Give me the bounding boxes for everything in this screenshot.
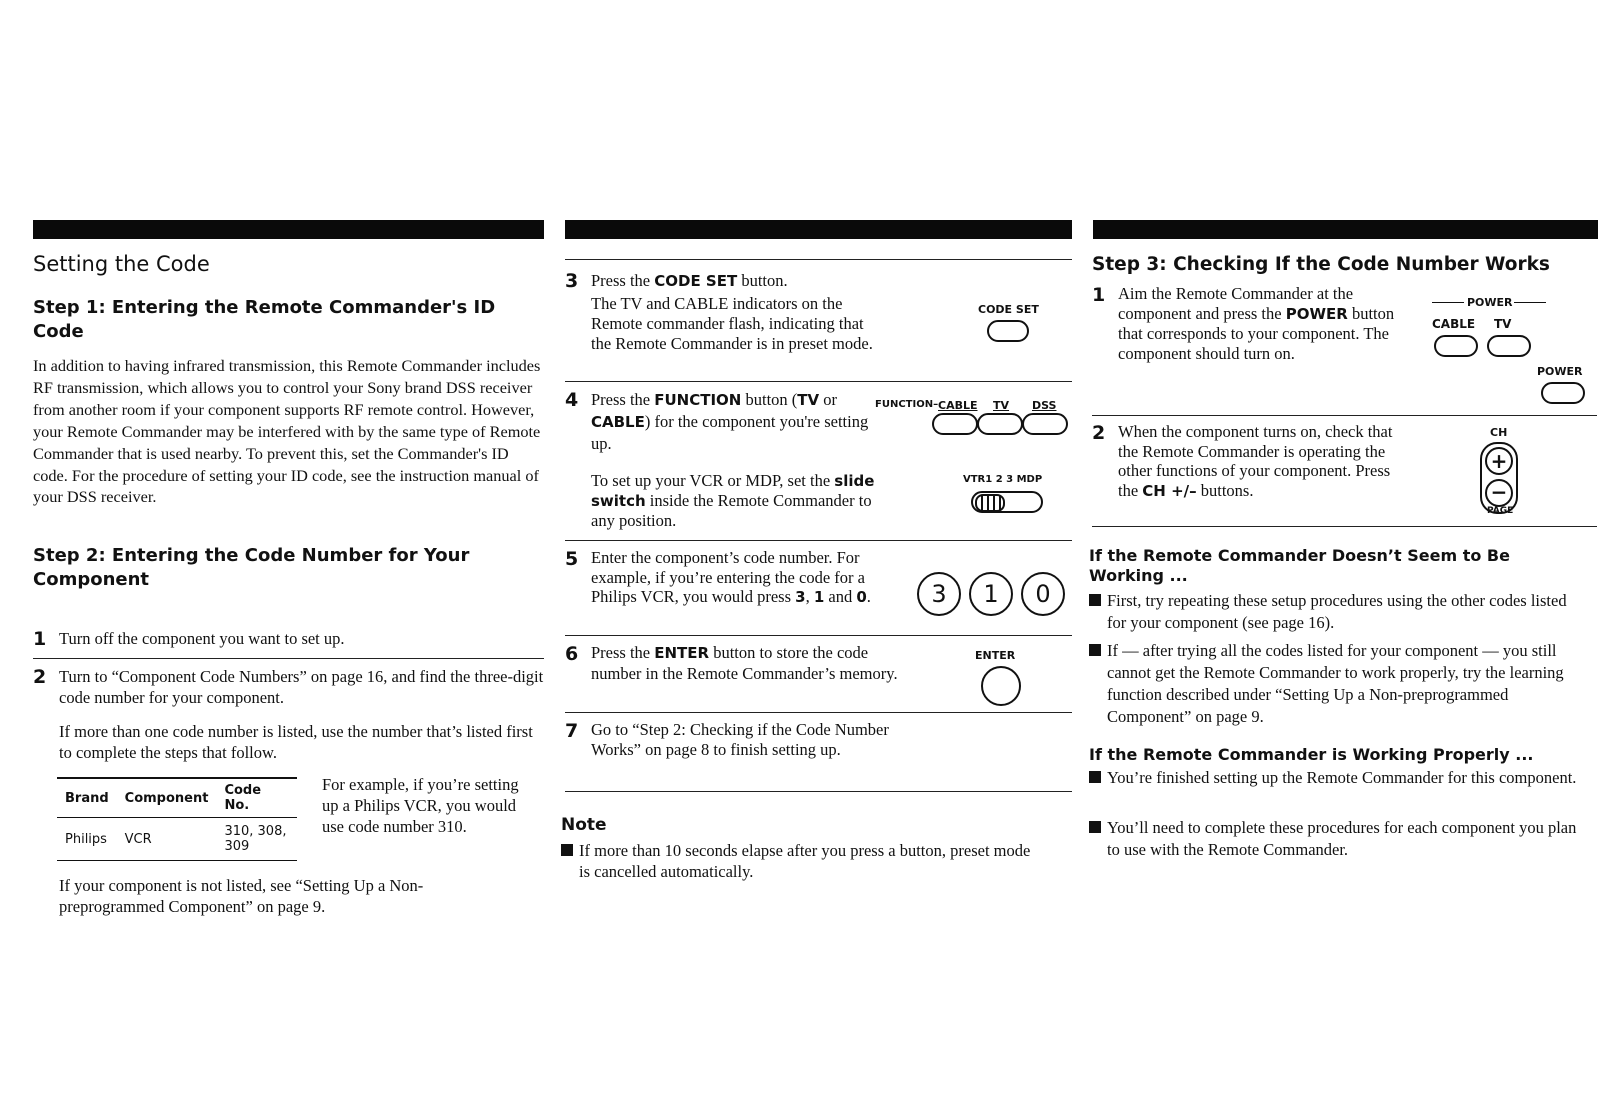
divider [565, 712, 1072, 713]
step3-number: 3 [565, 270, 579, 292]
divider [1092, 526, 1597, 527]
step6-text [591, 643, 901, 683]
digit-1-label: 1 [813, 588, 825, 606]
working-heading: If the Remote Commander is Working Properly ... [1089, 745, 1534, 764]
example-text: For example, if you’re setting up a Philips VCR, you would use code number 310. [322, 775, 519, 836]
bullet-square-icon [561, 844, 573, 856]
enter-button-icon [981, 666, 1021, 706]
code-set-fig-label: CODE SET [978, 303, 1039, 316]
divider [565, 540, 1072, 541]
step4-vcr-text [591, 471, 891, 531]
step6-number: 6 [565, 643, 579, 665]
power-label: POWER [1285, 304, 1348, 323]
divider [565, 791, 1072, 792]
slide-switch-knob-icon [975, 494, 1005, 512]
ch-rocker-icon [1480, 442, 1518, 514]
header-bar-left [33, 220, 544, 239]
step7-number: 7 [565, 720, 579, 742]
code-table [57, 777, 297, 861]
text: Press the [591, 271, 655, 290]
power-group-fig-label: POWER [1467, 296, 1513, 309]
check2-number: 2 [1092, 422, 1106, 444]
table-header-code: Code No. [216, 778, 297, 818]
page-title: Setting the Code [33, 252, 210, 276]
not-working-text-1: First, try repeating these setup procedures using the other codes listed for your component (see page 16). [1107, 591, 1567, 632]
text: or [819, 390, 837, 409]
cable-label: CABLE [591, 413, 645, 431]
bullet-square-icon [1089, 821, 1101, 833]
item2-note: If more than one code number is listed, use the number that’s listed first to complete the steps that follow. [59, 722, 533, 762]
divider [33, 658, 544, 659]
text: button to store the code number in the Remote Commander’s memory. [591, 643, 898, 683]
tv-label: TV [797, 391, 820, 409]
cable-power-fig-label: CABLE [1432, 317, 1476, 331]
bullet-square-icon [1089, 771, 1101, 783]
bullet-square-icon [1089, 594, 1101, 606]
text: button ( [741, 390, 798, 409]
text: Aim the Remote Commander at the component and press the [1118, 284, 1354, 323]
text: To set up your VCR or MDP, set the [591, 471, 835, 490]
text: . [866, 587, 871, 606]
step4-instruction [591, 389, 891, 454]
code-table-wrapper [57, 777, 297, 861]
function-label: FUNCTION [654, 391, 742, 409]
divider [1092, 415, 1597, 416]
note-text: If more than 10 seconds elapse after you press a button, preset mode is cancelled automatically. [579, 841, 1031, 881]
step5-text [591, 548, 901, 608]
ch-label: CH +/– [1142, 481, 1197, 500]
step1-text: In addition to having infrared transmission, this Remote Commander includes RF transmission, which allows you to control your Sony brand DSS receiver from another room if your component supports RF remote control. However, your Remote Commander may be interfered with by the same type of Remote Commander that is used nearby. To prevent this, set the Commander's ID code. For the procedure of setting your ID code, see the instruction manual of your DSS receiver. [33, 356, 541, 507]
slide-switch-label: slide switch [591, 472, 875, 510]
step5-number: 5 [565, 548, 579, 570]
not-working-heading: If the Remote Commander Doesn’t Seem to Be Working ... [1089, 546, 1510, 585]
page-fig-label: PAGE [1487, 506, 1514, 516]
header-bar-right [1093, 220, 1598, 239]
item2-number: 2 [33, 666, 47, 688]
slide-switch-fig-label: VTR1 2 3 MDP [963, 474, 1043, 485]
divider [565, 381, 1072, 382]
digit-1-button-icon: 1 [969, 572, 1013, 616]
digit-0-label: 0 [856, 588, 867, 606]
ch-minus-icon: − [1485, 479, 1513, 507]
text: Press the [591, 643, 655, 662]
not-working-text-2: If — after trying all the codes listed for your component — you still cannot get the Remote Commander to work properly, try the learning function described under “Setting Up a Non-preprogrammed Component” on page 9. [1107, 641, 1564, 726]
step2-heading: Step 2: Entering the Code Number for Your Component [33, 545, 470, 591]
ch-fig-label: CH [1490, 426, 1508, 439]
enter-fig-label: ENTER [975, 649, 1016, 662]
tv-fig-label: TV [993, 399, 1010, 412]
text: ) for the component you're setting up. [591, 412, 869, 453]
item1-text: Turn off the component you want to set up. [59, 629, 345, 648]
text: Press the [591, 390, 655, 409]
power-button-icon [1541, 382, 1585, 404]
digit-3-label: 3 [795, 588, 806, 606]
table-header-component: Component [117, 778, 217, 818]
text: , [805, 587, 814, 606]
ch-plus-icon: + [1485, 447, 1513, 475]
table-header-brand: Brand [57, 778, 117, 818]
check1-number: 1 [1092, 284, 1106, 306]
digit-3-button-icon: 3 [917, 572, 961, 616]
enter-label: ENTER [654, 644, 710, 662]
slide-switch-icon [971, 491, 1043, 513]
dss-button-icon [1022, 413, 1068, 435]
working-text-2: You’ll need to complete these procedures for each component you plan to use with the Remote Commander. [1107, 818, 1577, 859]
table-header-row [57, 778, 297, 818]
tv-button-icon [977, 413, 1023, 435]
step3-detail: The TV and CABLE indicators on the Remote commander flash, indicating that the Remote Commander is in preset mode. [591, 294, 873, 353]
code-set-label: CODE SET [654, 272, 738, 290]
text: When the component turns on, check that the Remote Commander is operating the other functions of your component. Press the [1118, 422, 1393, 500]
code-set-button-icon [987, 320, 1029, 342]
cable-fig-label: CABLE [938, 399, 978, 412]
text: and [824, 587, 857, 606]
working-text-1: You’re finished setting up the Remote Commander for this component. [1107, 768, 1577, 787]
digit-0-button-icon: 0 [1021, 572, 1065, 616]
table-cell-brand: Philips [57, 818, 117, 861]
step1-heading: Step 1: Entering the Remote Commander's ID Code [33, 297, 496, 342]
step3-check-heading: Step 3: Checking If the Code Number Works [1092, 254, 1550, 275]
cable-power-button-icon [1434, 335, 1478, 357]
text: inside the Remote Commander to any position. [591, 491, 872, 530]
text: button that corresponds to your component. The component should turn on. [1118, 303, 1395, 363]
not-listed-text: If your component is not listed, see “Setting Up a Non-preprogrammed Component” on page 9. [59, 876, 424, 916]
cable-button-icon [932, 413, 978, 435]
item2-text: Turn to “Component Code Numbers” on page 16, and find the three-digit code number for your component. [59, 667, 544, 707]
check1-text [1118, 284, 1418, 363]
text: Enter the component’s code number. For example, if you’re entering the code for a Philips VCR, you would press [591, 548, 865, 606]
divider [565, 259, 1072, 260]
note-heading: Note [561, 815, 607, 835]
power-bracket-line [1432, 302, 1464, 303]
item1-number: 1 [33, 628, 47, 650]
tv-power-fig-label: TV [1494, 317, 1512, 331]
text: buttons. [1196, 480, 1254, 500]
check2-text [1118, 422, 1408, 501]
table-cell-code: 310, 308, 309 [216, 818, 297, 861]
tv-power-button-icon [1487, 335, 1531, 357]
text: button. [737, 271, 788, 290]
divider [565, 635, 1072, 636]
table-row [57, 818, 297, 861]
column-left [33, 252, 544, 592]
step7-text: Go to “Step 2: Checking if the Code Number Works” on page 8 to finish setting up. [591, 720, 889, 759]
dss-fig-label: DSS [1032, 399, 1057, 412]
step4-number: 4 [565, 389, 579, 411]
power-bracket-line [1514, 302, 1546, 303]
function-fig-label: FUNCTION– [875, 399, 939, 410]
table-cell-component: VCR [117, 818, 217, 861]
bullet-square-icon [1089, 644, 1101, 656]
step3-instruction [591, 270, 891, 292]
power-fig-label: POWER [1537, 365, 1583, 378]
header-bar-middle [565, 220, 1072, 239]
